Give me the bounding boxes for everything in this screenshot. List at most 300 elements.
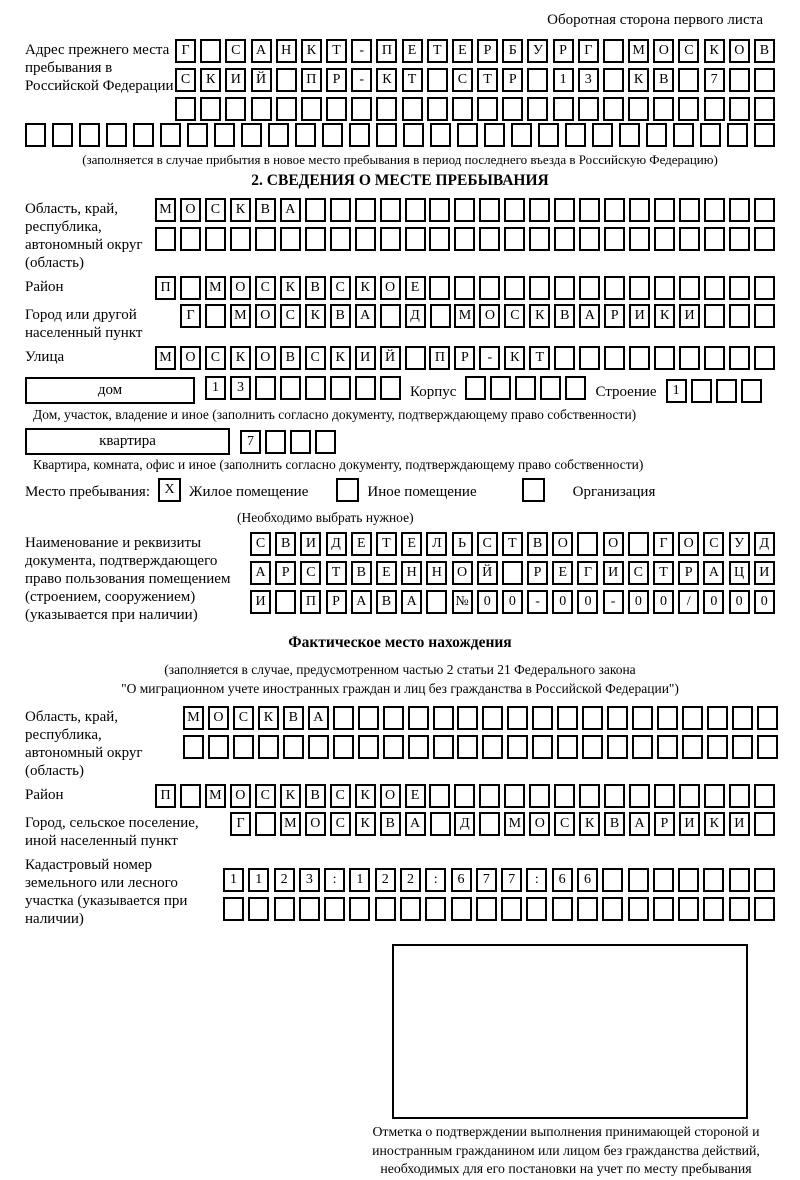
form-cell [579,346,600,370]
form-cell [180,276,201,300]
form-cell: Р [553,39,574,63]
form-cell: В [283,706,304,730]
form-cell [200,39,221,63]
form-cell: Г [180,304,201,328]
form-cell: И [225,68,246,92]
form-cell [358,706,379,730]
form-cell [678,868,699,892]
form-cell [704,227,725,251]
form-cell: - [603,590,624,614]
form-cell: И [679,812,700,836]
form-cell [465,376,486,400]
form-cell: А [280,198,301,222]
form-cell: С [330,812,351,836]
form-cell: М [183,706,204,730]
form-cell: В [305,276,326,300]
form-cell: И [300,532,321,556]
form-cell [106,123,127,147]
form-cell: В [275,532,296,556]
form-cell: В [527,532,548,556]
form-cell [265,430,286,454]
form-cell [727,123,748,147]
form-cell: В [376,590,397,614]
korpus-label: Корпус [410,383,457,400]
fact-gorod-block [25,812,775,850]
form-cell [646,123,667,147]
form-cell: Д [326,532,347,556]
form-cell: 2 [274,868,295,892]
form-cell [501,897,522,921]
form-cell: А [703,561,724,585]
form-cell: О [380,276,401,300]
form-cell [729,897,750,921]
form-cell: О [208,706,229,730]
form-cell: Р [326,590,347,614]
form-cell [704,346,725,370]
form-cell [305,198,326,222]
form-cell: Г [653,532,674,556]
confirmation-stamp-box [392,944,748,1119]
form-cell: Г [577,561,598,585]
form-cell [427,97,448,121]
form-cell: 7 [476,868,497,892]
form-cell [604,346,625,370]
form-cell: К [230,346,251,370]
form-cell: 7 [501,868,522,892]
form-cell [507,735,528,759]
form-cell: Е [376,561,397,585]
form-cell [225,97,246,121]
form-cell: Р [454,346,475,370]
form-cell: Е [405,276,426,300]
form-cell [704,198,725,222]
form-cell [603,97,624,121]
factual-note-line2: "О миграционном учете иностранных граждан и лиц без гражданства в Российской Федерации") [121,681,679,696]
form-cell [451,897,472,921]
form-cell: О [603,532,624,556]
form-cell [604,198,625,222]
form-cell: Н [276,39,297,63]
form-cell [255,812,276,836]
option-zhiloe-label: Жилое помещение [189,484,309,500]
form-cell: - [351,68,372,92]
form-cell: О [529,812,550,836]
form-cell: 0 [754,590,775,614]
form-cell [554,784,575,808]
form-cell [477,97,498,121]
form-cell: К [376,68,397,92]
form-cell [632,735,653,759]
form-cell: Т [402,68,423,92]
form-cell: Р [502,68,523,92]
form-cell [301,97,322,121]
form-cell: Р [477,39,498,63]
option-inoe-label: Иное помещение [367,484,477,500]
form-cell [578,97,599,121]
form-cell [527,68,548,92]
form-cell [276,68,297,92]
form-cell: К [628,68,649,92]
form-cell: Е [401,532,422,556]
form-cell: 6 [577,868,598,892]
form-cell [251,97,272,121]
kvartira-cells [240,430,336,454]
form-cell: А [405,812,426,836]
form-cell [336,478,359,502]
form-cell [629,346,650,370]
form-cell [554,346,575,370]
form-cell: С [225,39,246,63]
form-cell [515,376,536,400]
form-cell: В [280,346,301,370]
form-cell: О [653,39,674,63]
form-cell [729,784,750,808]
factual-note-line1: (заполняется в случае, предусмотренном частью 2 статьи 21 Федерального закона [164,662,636,677]
form-cell [308,735,329,759]
form-cell: Ь [452,532,473,556]
form-cell: X [158,478,181,502]
form-cell [691,379,712,403]
form-cell: 3 [578,68,599,92]
form-cell [754,304,775,328]
form-cell [358,735,379,759]
form-cell [504,276,525,300]
fact-kadastr-block [25,854,775,928]
form-cell [484,123,505,147]
form-cell [653,897,674,921]
form-cell: Й [477,561,498,585]
form-cell [330,227,351,251]
form-cell: К [258,706,279,730]
form-cell: : [526,868,547,892]
form-cell: В [330,304,351,328]
form-cell [754,68,775,92]
form-cell: С [628,561,649,585]
form-cell [557,706,578,730]
form-cell: С [477,532,498,556]
document-label: Наименование и реквизиты документа, подтверждающего право пользования помещением (строением, сооружением) (указывается при наличии) [25,535,231,623]
form-cell: В [255,198,276,222]
form-cell: Т [326,561,347,585]
form-cell [408,706,429,730]
s2-gorod-label: Город или другой населенный пункт [25,307,143,341]
form-cell [380,198,401,222]
form-cell [180,784,201,808]
form-cell: 0 [703,590,724,614]
form-cell [579,276,600,300]
form-cell [754,123,775,147]
form-cell [754,346,775,370]
form-cell: К [355,812,376,836]
form-cell [729,304,750,328]
form-cell [479,227,500,251]
form-cell [355,227,376,251]
checkbox-inoe [336,478,359,502]
mesto-prebyvaniya-row [25,478,775,507]
form-cell: О [729,39,750,63]
form-cell: 0 [577,590,598,614]
form-cell: О [180,346,201,370]
form-cell: М [504,812,525,836]
form-cell: К [230,198,251,222]
form-cell [255,376,276,400]
form-cell: - [479,346,500,370]
form-cell [383,706,404,730]
form-cell: Т [502,532,523,556]
form-cell: П [301,68,322,92]
form-cell [405,198,426,222]
form-cell: П [300,590,321,614]
form-cell: К [280,276,301,300]
form-cell [504,784,525,808]
form-cell: Р [604,304,625,328]
form-cell [280,376,301,400]
form-cell [305,227,326,251]
form-cell [603,68,624,92]
form-cell: П [376,39,397,63]
form-cell: В [380,812,401,836]
form-cell: С [504,304,525,328]
form-cell [654,784,675,808]
s2-oblast-label: Область, край, республика, автономный округ (область) [25,201,143,271]
form-cell: Е [452,39,473,63]
form-cell: 1 [248,868,269,892]
fact-raion-label: Район [25,787,64,803]
form-cell [479,198,500,222]
form-cell: О [230,784,251,808]
form-cell [452,97,473,121]
form-cell [160,123,181,147]
form-cell [604,227,625,251]
form-cell [376,123,397,147]
form-cell [754,276,775,300]
form-cell: Д [405,304,426,328]
fact-oblast-label: Область, край, республика, автономный округ (область) [25,709,143,779]
form-cell: : [425,868,446,892]
prev-address-row-2 [175,68,775,92]
form-cell [241,123,262,147]
form-cell: А [351,590,372,614]
form-cell [707,706,728,730]
form-cell [704,276,725,300]
form-cell [654,198,675,222]
form-cell [349,123,370,147]
form-cell [349,897,370,921]
form-cell: П [429,346,450,370]
form-cell [678,68,699,92]
form-cell [205,227,226,251]
form-cell [426,590,447,614]
form-cell [248,897,269,921]
form-cell [529,276,550,300]
form-cell [355,198,376,222]
form-cell [529,784,550,808]
form-cell [553,97,574,121]
form-cell: С [175,68,196,92]
form-cell: И [355,346,376,370]
stamp-area [370,944,762,1179]
fact-gorod-label: Город, сельское поселение, иной населенный пункт [25,815,199,849]
form-cell [679,346,700,370]
form-cell [592,123,613,147]
form-cell: С [250,532,271,556]
form-cell [326,97,347,121]
form-cell: М [230,304,251,328]
form-cell: К [355,276,376,300]
form-cell [579,198,600,222]
form-cell [679,276,700,300]
s2-oblast-grid [155,198,775,272]
form-cell [333,735,354,759]
form-cell [200,97,221,121]
form-cell [322,123,343,147]
stamp-note: Отметка о подтверждении выполнения принимающей стороной и иностранным гражданином или лицом без гражданства действий, необходимых для его постановки на учет по месту пребывания [372,1124,760,1176]
form-cell [276,97,297,121]
form-cell [274,897,295,921]
form-cell [629,198,650,222]
form-cell: № [452,590,473,614]
form-cell [427,68,448,92]
form-cell: К [200,68,221,92]
form-cell: М [205,276,226,300]
kvartira-note: Квартира, комната, офис и иное (заполнить согласно документу, подтверждающему право собственности) [33,457,644,472]
form-cell: С [330,784,351,808]
form-cell [532,735,553,759]
form-cell [707,735,728,759]
form-cell [704,304,725,328]
form-cell: С [205,198,226,222]
form-cell [602,897,623,921]
form-cell: Р [654,812,675,836]
form-cell: Й [380,346,401,370]
form-cell [402,97,423,121]
checkbox-organizatsiya [522,478,545,502]
form-cell [628,897,649,921]
form-cell: П [155,276,176,300]
form-cell [429,784,450,808]
form-cell: К [305,304,326,328]
form-cell [540,376,561,400]
prev-address-grid [175,39,775,121]
mesto-note: (Необходимо выбрать нужное) [237,510,414,525]
form-cell: А [629,812,650,836]
form-cell [230,227,251,251]
form-cell: 6 [552,868,573,892]
prev-address-overflow-row [25,123,775,147]
document-row-1 [250,532,775,556]
form-cell: Р [527,561,548,585]
form-cell [380,376,401,400]
form-cell [295,123,316,147]
form-cell: О [230,276,251,300]
kvartira-type-box: квартира [25,428,230,455]
fact-raion-row [155,784,775,808]
form-cell [632,706,653,730]
form-cell [729,198,750,222]
form-cell: 0 [552,590,573,614]
form-cell [657,735,678,759]
form-cell [654,346,675,370]
form-cell [454,276,475,300]
form-cell: О [479,304,500,328]
form-cell: К [579,812,600,836]
form-cell: 3 [230,376,251,400]
fact-kadastr-label: Кадастровый номер земельного или лесного участка (указывается при наличии) [25,857,188,927]
form-cell [729,227,750,251]
form-cell [604,276,625,300]
form-cell: У [729,532,750,556]
form-cell [678,97,699,121]
form-cell: К [301,39,322,63]
form-cell: 1 [223,868,244,892]
korpus-cells [465,376,586,400]
form-cell: А [355,304,376,328]
form-cell [330,198,351,222]
form-cell [704,784,725,808]
form-cell: О [255,304,276,328]
stroenie-label: Строение [595,383,657,400]
form-cell [214,123,235,147]
prev-address-block [25,39,775,121]
form-cell [526,897,547,921]
form-cell [657,706,678,730]
s2-raion-block [25,276,775,300]
form-cell: С [233,706,254,730]
form-cell: П [155,784,176,808]
form-cell: С [678,39,699,63]
form-cell: И [629,304,650,328]
s2-gorod-row [180,304,775,328]
fact-kadastr-row-1 [223,868,775,892]
form-cell [454,198,475,222]
form-cell [757,735,778,759]
form-cell [52,123,73,147]
document-block [25,532,775,624]
form-cell [754,897,775,921]
form-cell [187,123,208,147]
form-cell [425,897,446,921]
form-cell: 3 [299,868,320,892]
form-cell [653,868,674,892]
form-cell [729,346,750,370]
form-cell [603,39,624,63]
form-cell [679,227,700,251]
form-cell [682,735,703,759]
form-cell [351,97,372,121]
form-cell [754,784,775,808]
document-grid [250,532,775,624]
form-cell [479,784,500,808]
form-cell: 1 [349,868,370,892]
form-cell [577,532,598,556]
form-cell [704,97,725,121]
form-cell: 6 [451,868,472,892]
form-cell [679,784,700,808]
form-cell: В [653,68,674,92]
form-cell [405,227,426,251]
prev-address-row-1 [175,39,775,63]
fact-oblast-row-1 [183,706,778,730]
form-cell [255,227,276,251]
fact-kadastr-grid [223,854,775,928]
form-cell: Т [427,39,448,63]
form-cell: И [603,561,624,585]
form-cell [732,706,753,730]
dom-note: Дом, участок, владение и иное (заполнить согласно документу, подтверждающему право собственности) [33,407,637,422]
form-cell [454,227,475,251]
form-cell: В [305,784,326,808]
form-cell [579,227,600,251]
